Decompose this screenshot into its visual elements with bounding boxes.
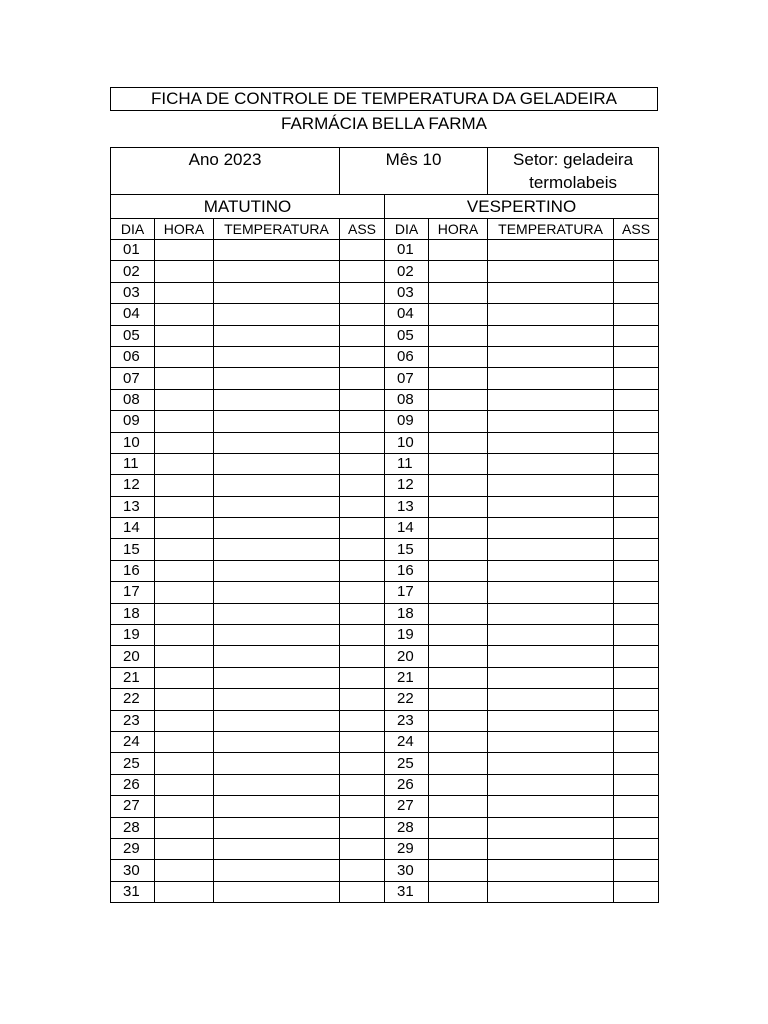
- morning-day-cell: 21: [111, 667, 155, 688]
- morning-ass-cell[interactable]: [340, 325, 385, 346]
- morning-ass-cell[interactable]: [340, 881, 385, 902]
- morning-day-cell: 09: [111, 411, 155, 432]
- morning-hora-cell[interactable]: [155, 304, 214, 325]
- evening-ass-cell[interactable]: [614, 710, 659, 731]
- table-row: [111, 667, 659, 688]
- evening-hora-cell[interactable]: [429, 838, 488, 859]
- morning-ass-cell[interactable]: [340, 731, 385, 752]
- morning-hora-cell[interactable]: [155, 603, 214, 624]
- evening-hora-cell[interactable]: [429, 432, 488, 453]
- morning-day-cell: 12: [111, 475, 155, 496]
- morning-day-cell: 08: [111, 389, 155, 410]
- morning-temperatura-cell[interactable]: [214, 475, 340, 496]
- morning-ass-cell[interactable]: [340, 817, 385, 838]
- morning-temperatura-cell[interactable]: [214, 346, 340, 367]
- morning-ass-cell[interactable]: [340, 453, 385, 474]
- morning-hora-cell[interactable]: [155, 389, 214, 410]
- morning-hora-cell[interactable]: [155, 282, 214, 303]
- morning-ass-cell[interactable]: [340, 346, 385, 367]
- morning-temperatura-cell[interactable]: [214, 838, 340, 859]
- morning-temperatura-cell[interactable]: [214, 453, 340, 474]
- morning-ass-cell[interactable]: [340, 539, 385, 560]
- evening-day-cell: 13: [385, 496, 429, 517]
- evening-dia-header: DIA: [385, 219, 429, 240]
- table-row: [111, 689, 659, 710]
- evening-day-cell: 18: [385, 603, 429, 624]
- morning-ass-cell[interactable]: [340, 496, 385, 517]
- morning-hora-cell[interactable]: [155, 710, 214, 731]
- evening-ass-cell[interactable]: [614, 667, 659, 688]
- evening-ass-cell[interactable]: [614, 560, 659, 581]
- morning-temperatura-cell[interactable]: [214, 389, 340, 410]
- morning-ass-cell[interactable]: [340, 796, 385, 817]
- evening-temperatura-cell[interactable]: [488, 475, 614, 496]
- evening-day-cell: 08: [385, 389, 429, 410]
- morning-ass-cell[interactable]: [340, 411, 385, 432]
- period-row: [111, 195, 659, 219]
- morning-dia-header: DIA: [111, 219, 155, 240]
- morning-temperatura-cell[interactable]: [214, 411, 340, 432]
- morning-hora-cell[interactable]: [155, 646, 214, 667]
- morning-hora-cell[interactable]: [155, 817, 214, 838]
- evening-day-cell: 31: [385, 881, 429, 902]
- morning-ass-cell[interactable]: [340, 753, 385, 774]
- evening-temperatura-cell[interactable]: [488, 710, 614, 731]
- morning-hora-cell[interactable]: [155, 731, 214, 752]
- morning-hora-cell[interactable]: [155, 881, 214, 902]
- evening-temperatura-cell[interactable]: [488, 453, 614, 474]
- morning-hora-cell[interactable]: [155, 518, 214, 539]
- evening-day-cell: 07: [385, 368, 429, 389]
- morning-temperatura-cell[interactable]: [214, 282, 340, 303]
- evening-ass-cell[interactable]: [614, 860, 659, 881]
- morning-hora-cell[interactable]: [155, 496, 214, 517]
- evening-day-cell: 23: [385, 710, 429, 731]
- evening-ass-cell[interactable]: [614, 774, 659, 795]
- morning-hora-cell[interactable]: [155, 325, 214, 346]
- evening-hora-header: HORA: [429, 219, 488, 240]
- morning-hora-cell[interactable]: [155, 261, 214, 282]
- morning-temperatura-cell[interactable]: [214, 731, 340, 752]
- evening-day-cell: 04: [385, 304, 429, 325]
- evening-temperatura-cell[interactable]: [488, 603, 614, 624]
- table-row: [111, 475, 659, 496]
- evening-ass-cell[interactable]: [614, 261, 659, 282]
- morning-temperatura-cell[interactable]: [214, 710, 340, 731]
- morning-hora-cell[interactable]: [155, 560, 214, 581]
- table-row: [111, 389, 659, 410]
- morning-ass-cell[interactable]: [340, 261, 385, 282]
- morning-temperatura-cell[interactable]: [214, 261, 340, 282]
- morning-ass-cell[interactable]: [340, 646, 385, 667]
- morning-day-cell: 04: [111, 304, 155, 325]
- morning-hora-header: HORA: [155, 219, 214, 240]
- evening-ass-cell[interactable]: [614, 368, 659, 389]
- evening-hora-cell[interactable]: [429, 475, 488, 496]
- evening-hora-cell[interactable]: [429, 240, 488, 261]
- morning-hora-cell[interactable]: [155, 240, 214, 261]
- evening-temperatura-cell[interactable]: [488, 667, 614, 688]
- year-cell: Ano 2023: [111, 148, 340, 195]
- evening-hora-cell[interactable]: [429, 710, 488, 731]
- morning-ass-cell[interactable]: [340, 838, 385, 859]
- evening-hora-cell[interactable]: [429, 860, 488, 881]
- table-row: [111, 731, 659, 752]
- evening-temperatura-cell[interactable]: [488, 432, 614, 453]
- morning-hora-cell[interactable]: [155, 475, 214, 496]
- table-row: [111, 625, 659, 646]
- evening-day-cell: 10: [385, 432, 429, 453]
- morning-ass-cell[interactable]: [340, 240, 385, 261]
- morning-day-cell: 14: [111, 518, 155, 539]
- evening-temperatura-cell[interactable]: [488, 346, 614, 367]
- evening-day-cell: 05: [385, 325, 429, 346]
- morning-ass-cell[interactable]: [340, 582, 385, 603]
- morning-temperatura-cell[interactable]: [214, 539, 340, 560]
- evening-day-cell: 12: [385, 475, 429, 496]
- evening-temperatura-cell[interactable]: [488, 411, 614, 432]
- evening-day-cell: 03: [385, 282, 429, 303]
- morning-ass-cell[interactable]: [340, 560, 385, 581]
- form-title: FICHA DE CONTROLE DE TEMPERATURA DA GELADEIRA: [110, 87, 658, 111]
- evening-temperatura-cell[interactable]: [488, 753, 614, 774]
- morning-day-cell: 28: [111, 817, 155, 838]
- morning-hora-cell[interactable]: [155, 539, 214, 560]
- evening-ass-cell[interactable]: [614, 646, 659, 667]
- evening-temperatura-cell[interactable]: [488, 646, 614, 667]
- morning-label: MATUTINO: [111, 195, 385, 219]
- morning-ass-cell[interactable]: [340, 625, 385, 646]
- evening-hora-cell[interactable]: [429, 582, 488, 603]
- column-header-row: [111, 219, 659, 240]
- evening-day-cell: 09: [385, 411, 429, 432]
- morning-day-cell: 23: [111, 710, 155, 731]
- morning-temperatura-cell[interactable]: [214, 496, 340, 517]
- morning-ass-cell[interactable]: [340, 689, 385, 710]
- morning-temperatura-cell[interactable]: [214, 582, 340, 603]
- evening-temperatura-cell[interactable]: [488, 282, 614, 303]
- evening-hora-cell[interactable]: [429, 881, 488, 902]
- morning-day-cell: 31: [111, 881, 155, 902]
- morning-temperatura-cell[interactable]: [214, 860, 340, 881]
- morning-day-cell: 24: [111, 731, 155, 752]
- evening-hora-cell[interactable]: [429, 646, 488, 667]
- evening-temperatura-cell[interactable]: [488, 240, 614, 261]
- evening-day-cell: 01: [385, 240, 429, 261]
- morning-day-cell: 06: [111, 346, 155, 367]
- morning-day-cell: 13: [111, 496, 155, 517]
- morning-ass-cell[interactable]: [340, 432, 385, 453]
- evening-hora-cell[interactable]: [429, 753, 488, 774]
- evening-ass-cell[interactable]: [614, 603, 659, 624]
- table-row: [111, 496, 659, 517]
- morning-day-cell: 01: [111, 240, 155, 261]
- morning-temperatura-cell[interactable]: [214, 240, 340, 261]
- morning-ass-cell[interactable]: [340, 389, 385, 410]
- evening-ass-cell[interactable]: [614, 881, 659, 902]
- table-row: [111, 261, 659, 282]
- morning-temperatura-cell[interactable]: [214, 881, 340, 902]
- table-row: [111, 582, 659, 603]
- morning-temperatura-cell[interactable]: [214, 304, 340, 325]
- evening-day-cell: 20: [385, 646, 429, 667]
- evening-hora-cell[interactable]: [429, 411, 488, 432]
- evening-ass-cell[interactable]: [614, 411, 659, 432]
- table-row: [111, 603, 659, 624]
- morning-hora-cell[interactable]: [155, 346, 214, 367]
- evening-hora-cell[interactable]: [429, 518, 488, 539]
- morning-ass-cell[interactable]: [340, 282, 385, 303]
- table-row: [111, 432, 659, 453]
- morning-ass-cell[interactable]: [340, 667, 385, 688]
- morning-ass-cell[interactable]: [340, 860, 385, 881]
- table-row: [111, 453, 659, 474]
- evening-ass-cell[interactable]: [614, 731, 659, 752]
- evening-temperatura-cell[interactable]: [488, 582, 614, 603]
- evening-ass-cell[interactable]: [614, 240, 659, 261]
- morning-ass-cell[interactable]: [340, 603, 385, 624]
- evening-day-cell: 21: [385, 667, 429, 688]
- evening-hora-cell[interactable]: [429, 304, 488, 325]
- table-row: [111, 325, 659, 346]
- evening-temperatura-cell[interactable]: [488, 860, 614, 881]
- morning-temperatura-cell[interactable]: [214, 368, 340, 389]
- evening-hora-cell[interactable]: [429, 796, 488, 817]
- evening-ass-cell[interactable]: [614, 389, 659, 410]
- table-row: [111, 753, 659, 774]
- morning-day-cell: 20: [111, 646, 155, 667]
- morning-ass-header: ASS: [340, 219, 385, 240]
- evening-hora-cell[interactable]: [429, 560, 488, 581]
- evening-hora-cell[interactable]: [429, 689, 488, 710]
- evening-label: VESPERTINO: [385, 195, 659, 219]
- morning-temperatura-cell[interactable]: [214, 646, 340, 667]
- evening-day-cell: 02: [385, 261, 429, 282]
- evening-ass-cell[interactable]: [614, 496, 659, 517]
- morning-hora-cell[interactable]: [155, 625, 214, 646]
- evening-day-cell: 14: [385, 518, 429, 539]
- table-row: [111, 817, 659, 838]
- morning-hora-cell[interactable]: [155, 411, 214, 432]
- morning-day-cell: 25: [111, 753, 155, 774]
- evening-hora-cell[interactable]: [429, 774, 488, 795]
- morning-hora-cell[interactable]: [155, 796, 214, 817]
- morning-temperatura-cell[interactable]: [214, 603, 340, 624]
- table-row: [111, 368, 659, 389]
- evening-temperatura-cell[interactable]: [488, 881, 614, 902]
- evening-hora-cell[interactable]: [429, 817, 488, 838]
- evening-hora-cell[interactable]: [429, 282, 488, 303]
- evening-day-cell: 19: [385, 625, 429, 646]
- table-row: [111, 539, 659, 560]
- morning-day-cell: 29: [111, 838, 155, 859]
- sector-cell: Setor: geladeira termolabeis: [488, 148, 659, 195]
- table-row: [111, 304, 659, 325]
- morning-ass-cell[interactable]: [340, 475, 385, 496]
- table-row: [111, 881, 659, 902]
- evening-temperatura-cell[interactable]: [488, 689, 614, 710]
- table-row: [111, 774, 659, 795]
- evening-day-cell: 22: [385, 689, 429, 710]
- morning-hora-cell[interactable]: [155, 667, 214, 688]
- evening-day-cell: 16: [385, 560, 429, 581]
- evening-hora-cell[interactable]: [429, 539, 488, 560]
- table-row: [111, 796, 659, 817]
- evening-temperatura-cell[interactable]: [488, 496, 614, 517]
- evening-ass-cell[interactable]: [614, 625, 659, 646]
- evening-hora-cell[interactable]: [429, 453, 488, 474]
- morning-hora-cell[interactable]: [155, 368, 214, 389]
- table-row: [111, 346, 659, 367]
- evening-ass-cell[interactable]: [614, 796, 659, 817]
- morning-hora-cell[interactable]: [155, 838, 214, 859]
- table-row: [111, 240, 659, 261]
- morning-day-cell: 15: [111, 539, 155, 560]
- info-row: [111, 148, 659, 195]
- evening-day-cell: 30: [385, 860, 429, 881]
- morning-temperatura-cell[interactable]: [214, 774, 340, 795]
- morning-day-cell: 07: [111, 368, 155, 389]
- evening-temperatura-cell[interactable]: [488, 625, 614, 646]
- evening-day-cell: 11: [385, 453, 429, 474]
- morning-temperatura-cell[interactable]: [214, 667, 340, 688]
- evening-hora-cell[interactable]: [429, 261, 488, 282]
- evening-temperatura-cell[interactable]: [488, 518, 614, 539]
- evening-temperatura-cell[interactable]: [488, 774, 614, 795]
- evening-ass-cell[interactable]: [614, 817, 659, 838]
- evening-temperatura-cell[interactable]: [488, 731, 614, 752]
- morning-day-cell: 19: [111, 625, 155, 646]
- evening-ass-cell[interactable]: [614, 475, 659, 496]
- evening-ass-cell[interactable]: [614, 582, 659, 603]
- table-row: [111, 560, 659, 581]
- evening-hora-cell[interactable]: [429, 603, 488, 624]
- evening-temperatura-cell[interactable]: [488, 796, 614, 817]
- table-row: [111, 838, 659, 859]
- evening-hora-cell[interactable]: [429, 667, 488, 688]
- morning-day-cell: 27: [111, 796, 155, 817]
- evening-day-cell: 24: [385, 731, 429, 752]
- morning-hora-cell[interactable]: [155, 753, 214, 774]
- evening-temperatura-header: TEMPERATURA: [488, 219, 614, 240]
- morning-temperatura-cell[interactable]: [214, 625, 340, 646]
- evening-hora-cell[interactable]: [429, 389, 488, 410]
- evening-ass-cell[interactable]: [614, 689, 659, 710]
- evening-hora-cell[interactable]: [429, 368, 488, 389]
- morning-ass-cell[interactable]: [340, 304, 385, 325]
- morning-ass-cell[interactable]: [340, 774, 385, 795]
- morning-ass-cell[interactable]: [340, 368, 385, 389]
- evening-ass-cell[interactable]: [614, 325, 659, 346]
- morning-day-cell: 11: [111, 453, 155, 474]
- evening-day-cell: 17: [385, 582, 429, 603]
- evening-temperatura-cell[interactable]: [488, 304, 614, 325]
- morning-temperatura-cell[interactable]: [214, 796, 340, 817]
- pharmacy-name: FARMÁCIA BELLA FARMA: [281, 114, 487, 133]
- table-row: [111, 860, 659, 881]
- morning-ass-cell[interactable]: [340, 518, 385, 539]
- morning-temperatura-cell[interactable]: [214, 560, 340, 581]
- table-row: [111, 710, 659, 731]
- morning-day-cell: 17: [111, 582, 155, 603]
- evening-ass-cell[interactable]: [614, 432, 659, 453]
- table-row: [111, 411, 659, 432]
- morning-day-cell: 22: [111, 689, 155, 710]
- evening-hora-cell[interactable]: [429, 496, 488, 517]
- morning-day-cell: 05: [111, 325, 155, 346]
- evening-temperatura-cell[interactable]: [488, 389, 614, 410]
- table-row: [111, 518, 659, 539]
- morning-day-cell: 26: [111, 774, 155, 795]
- evening-ass-cell[interactable]: [614, 453, 659, 474]
- morning-day-cell: 10: [111, 432, 155, 453]
- evening-hora-cell[interactable]: [429, 625, 488, 646]
- morning-temperatura-cell[interactable]: [214, 753, 340, 774]
- evening-day-cell: 06: [385, 346, 429, 367]
- morning-ass-cell[interactable]: [340, 710, 385, 731]
- evening-temperatura-cell[interactable]: [488, 838, 614, 859]
- morning-temperatura-header: TEMPERATURA: [214, 219, 340, 240]
- evening-temperatura-cell[interactable]: [488, 817, 614, 838]
- month-cell: Mês 10: [340, 148, 488, 195]
- evening-ass-cell[interactable]: [614, 539, 659, 560]
- evening-ass-cell[interactable]: [614, 346, 659, 367]
- evening-ass-cell[interactable]: [614, 282, 659, 303]
- morning-temperatura-cell[interactable]: [214, 518, 340, 539]
- temperature-log-table: [110, 147, 659, 903]
- morning-day-cell: 16: [111, 560, 155, 581]
- evening-hora-cell[interactable]: [429, 731, 488, 752]
- morning-hora-cell[interactable]: [155, 432, 214, 453]
- evening-temperatura-cell[interactable]: [488, 368, 614, 389]
- evening-temperatura-cell[interactable]: [488, 560, 614, 581]
- evening-day-cell: 27: [385, 796, 429, 817]
- morning-day-cell: 30: [111, 860, 155, 881]
- morning-day-cell: 02: [111, 261, 155, 282]
- evening-temperatura-cell[interactable]: [488, 325, 614, 346]
- evening-ass-cell[interactable]: [614, 753, 659, 774]
- morning-temperatura-cell[interactable]: [214, 689, 340, 710]
- evening-day-cell: 15: [385, 539, 429, 560]
- evening-temperatura-cell[interactable]: [488, 539, 614, 560]
- evening-hora-cell[interactable]: [429, 325, 488, 346]
- table-row: [111, 646, 659, 667]
- morning-hora-cell[interactable]: [155, 453, 214, 474]
- morning-temperatura-cell[interactable]: [214, 432, 340, 453]
- morning-day-cell: 18: [111, 603, 155, 624]
- evening-ass-cell[interactable]: [614, 838, 659, 859]
- evening-ass-cell[interactable]: [614, 518, 659, 539]
- evening-ass-cell[interactable]: [614, 304, 659, 325]
- evening-temperatura-cell[interactable]: [488, 261, 614, 282]
- evening-day-cell: 28: [385, 817, 429, 838]
- morning-temperatura-cell[interactable]: [214, 817, 340, 838]
- morning-temperatura-cell[interactable]: [214, 325, 340, 346]
- evening-day-cell: 25: [385, 753, 429, 774]
- evening-day-cell: 26: [385, 774, 429, 795]
- table-row: [111, 282, 659, 303]
- morning-hora-cell[interactable]: [155, 860, 214, 881]
- evening-hora-cell[interactable]: [429, 346, 488, 367]
- evening-ass-header: ASS: [614, 219, 659, 240]
- morning-day-cell: 03: [111, 282, 155, 303]
- morning-hora-cell[interactable]: [155, 689, 214, 710]
- morning-hora-cell[interactable]: [155, 582, 214, 603]
- evening-day-cell: 29: [385, 838, 429, 859]
- morning-hora-cell[interactable]: [155, 774, 214, 795]
